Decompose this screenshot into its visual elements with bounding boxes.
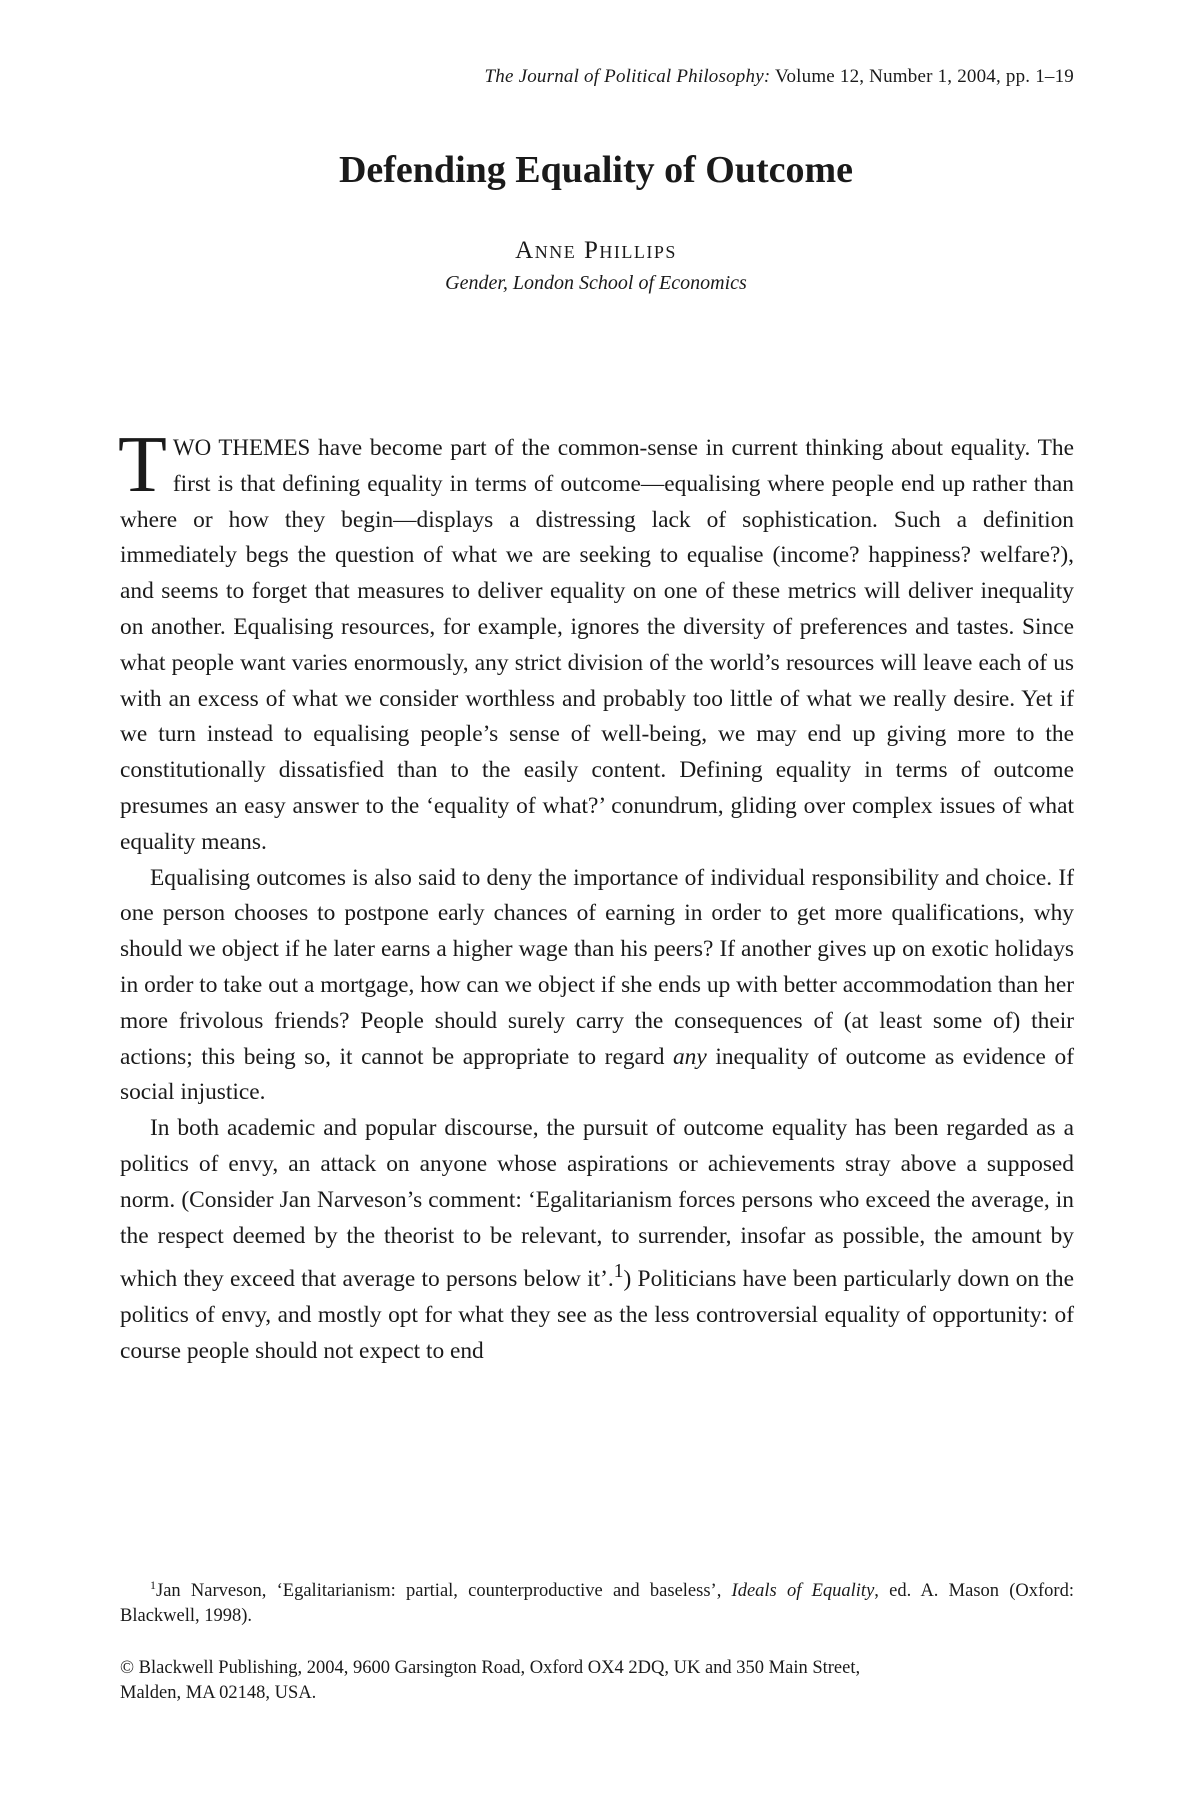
footnote-1 [120,1573,1074,1629]
drop-cap: T [118,421,167,509]
paragraph-1 [118,421,1074,861]
journal-name: The Journal of Political Philosophy: [484,66,771,87]
running-head [118,66,1074,88]
author-name: Anne Phillips [515,237,677,264]
author-affiliation: Gender, London School of Economics [445,272,747,294]
footnote-book-title: Ideals of Equality [731,1581,875,1602]
copyright-notice [120,1656,1074,1706]
paragraph-1-text: have become part of the common-sense in current thinking about equality. The first is that defining equality in terms of outcome—equalising where people end up rather than where or how they begin—displays a distressing lack of sophistication. Such a definition immediately begs the question of what we are seeking to equalise (income? happiness? welfare?), and seems to forget that measures to deliver equality on one of these metrics will deliver inequality on another. Equalising resources, for example, ignores the diversity of preferences and tastes. Since what people want varies enormously, any strict division of the world’s resources will leave each of us with an excess of what we consider worthless and probably too little of what we really desire. Yet if we turn instead to equalising people’s sense of well-being, we may end up giving more to the constitutionally dissatisfied than to the easily content. Defining equality in terms of outcome presumes an easy answer to the ‘equality of what?’ conundrum, gliding over complex issues of what equality means. [120,435,1074,855]
footnote-ref[interactable]: 1 [613,1261,624,1283]
paragraph-3-text-a: In both academic and popular discourse, the pursuit of outcome equality has been regarded as a politics of envy, an attack on anyone whose aspirations or achievements stray above a supposed norm. (Consider Jan Narveson’s comment: ‘Egalitarianism forces persons who exceed the average, in the respect deemed by the theorist to be relevant, to surrender, insofar as possible, the amount by which they exceed that average to persons below it’. [120,1115,1074,1293]
footnote-marker: 1 [150,1578,156,1592]
paragraph-3-text-b: ) Politicians have been particularly down on the politics of envy, and mostly opt for what they see as the less controversial equality of opportunity: of course people should not expect to end [120,1266,1074,1364]
article-body [118,421,1074,1370]
footnote-text-a: Jan Narveson, ‘Egalitarianism: partial, counterproductive and baseless’, [156,1581,732,1602]
paragraph-2-text-a: Equalising outcomes is also said to deny the importance of individual responsibility and choice. If one person chooses to postpone early chances of earning in order to get more qualifications, why should we object if he later earns a higher wage than his peers? If another gives up on exotic holidays in order to take out a mortgage, how can we object if she ends up with better accommodation than her more frivolous friends? People should surely carry the consequences of (at least some of) their actions; this being so, it cannot be appropriate to regard [120,864,1074,1070]
paragraph-3 [120,1111,1074,1369]
paragraph-2 [120,861,1074,1112]
article-title: Defending Equality of Outcome [338,149,854,191]
emphasis-any: any [672,1043,707,1070]
paragraph-2-text-b: inequality of outcome as evidence of social injustice. [120,1043,1074,1106]
issue-info: Volume 12, Number 1, 2004, pp. 1–19 [770,66,1074,87]
opening-words: WO THEMES [172,435,311,460]
copyright-line-1: © Blackwell Publishing, 2004, 9600 Garsington Road, Oxford OX4 2DQ, UK and 350 Main Street, [120,1658,861,1678]
footnote-text-b: , ed. A. Mason (Oxford: Blackwell, 1998). [120,1581,1074,1627]
copyright-line-2: Malden, MA 02148, USA. [120,1683,317,1703]
